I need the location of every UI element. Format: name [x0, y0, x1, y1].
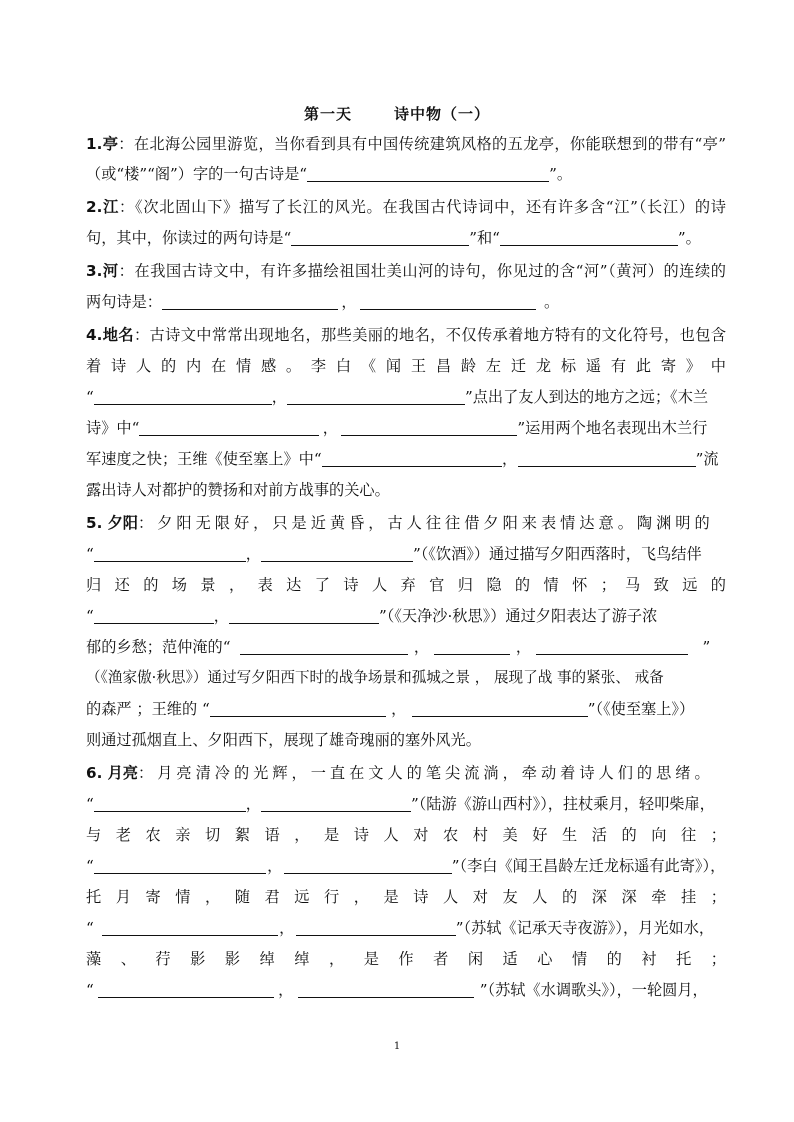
page-title [0, 103, 794, 124]
title-topic: 诗中物（一） [394, 105, 491, 123]
q6-line-3: 与 老 农 亲 切 絮 语 ， 是 诗 人 对 农 村 美 好 生 活 的 向 往 ； [86, 826, 726, 844]
q2-label: 2.江 [86, 198, 120, 216]
q3-label: 3.河 [86, 262, 119, 280]
answer-blank[interactable] [210, 700, 386, 717]
q5-line-6: （《渔家傲·秋思》）通过写夕阳西下时的战争场景和孤城之景 ， 展现了战 事的紧张、 戒备 [86, 669, 664, 686]
answer-blank[interactable] [298, 981, 474, 998]
answer-blank[interactable] [94, 795, 246, 812]
answer-blank[interactable] [94, 545, 246, 562]
answer-blank[interactable] [360, 293, 536, 310]
q6-line-5: 托 月 寄 情 ， 随 君 远 行 ， 是 诗 人 对 友 人 的 深 深 牵 挂 ； [86, 888, 726, 906]
q5-line-3: 归 还 的 场 景 ， 表 达 了 诗 人 弃 官 归 隐 的 情 怀 ； 马 致 远 的 [86, 576, 726, 594]
q1-line-1: 1.亭：在北海公园里游览，当你看到具有中国传统建筑风格的五龙亭，你能联想到的带有“亭” [86, 135, 726, 153]
q6-line-2: “ ， ”（陆游《游山西村》），拄杖乘月，轻叩柴扉， [86, 795, 715, 813]
q2-line-2: 句，其中，你读过的两句诗是“ ”和“ ”。 [86, 229, 701, 247]
page-number: 1 [393, 1041, 401, 1052]
answer-blank[interactable] [139, 419, 319, 436]
answer-blank[interactable] [94, 607, 214, 624]
answer-blank[interactable] [98, 981, 274, 998]
q6-line-1: 6. 月亮：月亮清冷的光辉，一直在文人的笔尖流淌，牵动着诗人们的思绪。 [86, 764, 714, 782]
q1-line-2: （或“楼”“阁”）字的一句古诗是“ ”。 [86, 165, 573, 183]
q5-line-7: 的森严 ；王维的 “ ， ”（《使至塞上》） [86, 700, 695, 718]
q4-line-2: 着 诗 人 的 内 在 情 感 。 李 白 《 闻 王 昌 龄 左 迁 龙 标 遥 有 此 寄 》 中 [86, 357, 726, 375]
answer-blank[interactable] [261, 795, 411, 812]
q5-line-2: “ ， ”（《饮酒》）通过描写夕阳西落时，飞鸟结伴 [86, 545, 702, 563]
answer-blank[interactable] [162, 293, 338, 310]
answer-blank[interactable] [536, 638, 688, 655]
q4-line-4: 诗》中“ ， ”运用两个地名表现出木兰行 [86, 419, 708, 437]
answer-blank[interactable] [240, 638, 408, 655]
answer-blank[interactable] [307, 165, 549, 182]
q6-line-7: 藻 、 荇 影 影 绰 绰 ， 是 作 者 闲 适 心 情 的 衬 托 ； [86, 950, 726, 968]
q6-line-8: “ ， ”（苏轼《水调歌头》），一轮圆月， [86, 981, 708, 999]
answer-blank[interactable] [287, 388, 465, 405]
title-day: 第一天 [303, 105, 352, 123]
q5-label: 5. 夕阳 [86, 514, 138, 532]
answer-blank[interactable] [412, 700, 588, 717]
q6-line-4: “ ， ”（李白《闻王昌龄左迁龙标遥有此寄》）， [86, 857, 726, 875]
answer-blank[interactable] [94, 857, 266, 874]
answer-blank[interactable] [434, 638, 510, 655]
answer-blank[interactable] [94, 388, 272, 405]
answer-blank[interactable] [296, 919, 456, 936]
answer-blank[interactable] [518, 450, 696, 467]
answer-blank[interactable] [291, 229, 469, 246]
q2-line-1: 2.江：《次北固山下》描写了长江的风光。在我国古代诗词中，还有许多含“江”（长江）的诗 [86, 198, 726, 216]
answer-blank[interactable] [322, 450, 502, 467]
q5-line-5: 郁的乡愁；范仲淹的“ ， ， ” [86, 638, 711, 656]
q4-label: 4.地名 [86, 326, 134, 344]
answer-blank[interactable] [261, 545, 413, 562]
q4-line-5: 军速度之快；王维《使至塞上》中“ ， ”流 [86, 450, 719, 468]
q4-line-1: 4.地名：古诗文中常常出现地名，那些美丽的地名，不仅传承着地方特有的文化符号，也包含 [86, 326, 727, 344]
answer-blank[interactable] [102, 919, 278, 936]
q3-line-1: 3.河：在我国古诗文中，有许多描绘祖国壮美山河的诗句，你见过的含“河”（黄河）的连续的 [86, 262, 726, 280]
answer-blank[interactable] [341, 419, 517, 436]
q5-line-8: 则通过孤烟直上、夕阳西下，展现了雄奇瑰丽的塞外风光。 [86, 731, 481, 749]
q1-label: 1.亭 [86, 135, 119, 153]
answer-blank[interactable] [229, 607, 379, 624]
q4-line-3: “ ， ”点出了友人到达的地方之远；《木兰 [86, 388, 709, 406]
answer-blank[interactable] [284, 857, 452, 874]
q3-line-2: 两句诗是： ， 。 [86, 293, 560, 311]
q6-line-6: “ ， ”（苏轼《记承天寺夜游》），月光如水， [86, 919, 715, 937]
q5-line-4: “ ， ”（《天净沙·秋思》）通过夕阳表达了游子浓 [86, 607, 658, 625]
q6-label: 6. 月亮 [86, 764, 138, 782]
q4-line-6: 露出诗人对都护的赞扬和对前方战事的关心。 [86, 481, 390, 499]
answer-blank[interactable] [500, 229, 678, 246]
q5-line-1: 5. 夕阳：夕阳无限好，只是近黄昏，古人往往借夕阳来表情达意。陶渊明的 [86, 514, 714, 532]
